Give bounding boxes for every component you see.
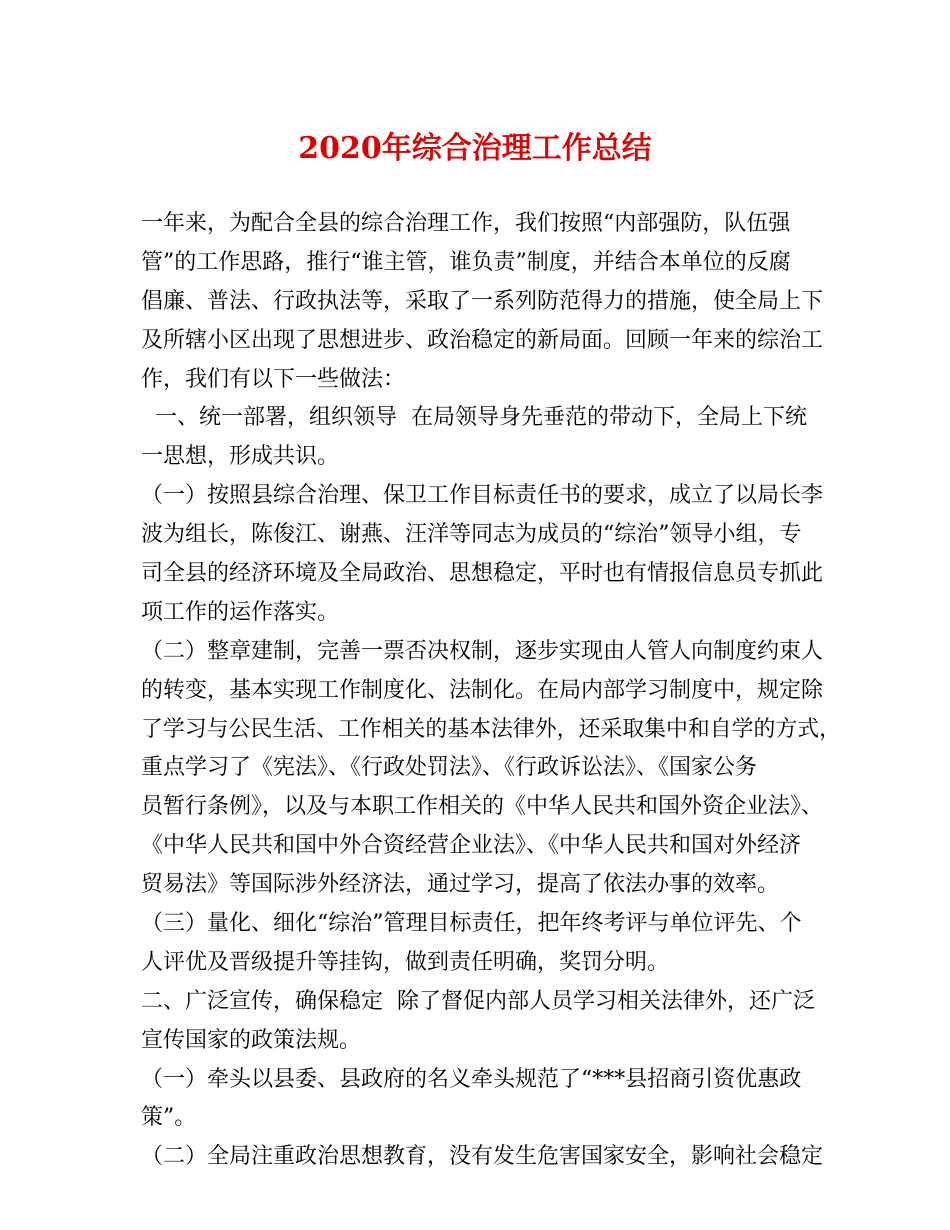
body-text-line: 策”。: [141, 1105, 197, 1131]
body-text-line: （一）牵头以县委、县政府的名义牵头规范了“***县招商引资优惠政: [141, 1066, 802, 1092]
body-text-line: 司全县的经济环境及全局政治、思想稳定，平时也有情报信息员专抓此: [141, 561, 824, 587]
body-text-line: 一、统一部署，组织领导 在局领导身先垂范的带动下，全局上下统: [141, 405, 807, 431]
body-text-line: 作，我们有以下一些做法：: [141, 366, 406, 392]
body-text-line: 重点学习了《宪法》、《行政处罚法》、《行政诉讼法》、《国家公务: [141, 755, 758, 781]
body-text-line: 项工作的运作落实。: [141, 599, 340, 625]
body-text-line: 员暂行条例》，以及与本职工作相关的《中华人民共和国外资企业法》、: [141, 794, 824, 820]
body-text-line: 二、广泛宣传，确保稳定 除了督促内部人员学习相关法律外，还广泛: [141, 988, 815, 1014]
body-text-line: （三）量化、细化“综治”管理目标责任，把年终考评与单位评先、个: [141, 911, 802, 937]
document-body: [141, 205, 842, 1177]
body-text-line: 一思想，形成共识。: [141, 444, 340, 470]
body-text-line: 人评优及晋级提升等挂钩，做到责任明确，奖罚分明。: [141, 949, 670, 975]
body-text-line: （二）整章建制，完善一票否决权制，逐步实现由人管人向制度约束人: [141, 638, 824, 664]
body-text-line: 的转变，基本实现工作制度化、法制化。在局内部学习制度中，规定除: [141, 677, 824, 703]
body-text-line: 宣传国家的政策法规。: [141, 1027, 362, 1053]
body-text-line: 贸易法》等国际涉外经济法，通过学习，提高了依法办事的效率。: [141, 872, 780, 898]
body-text-line: 波为组长，陈俊江、谢燕、汪洋等同志为成员的“综治”领导小组，专: [141, 522, 802, 548]
body-text-line: 了学习与公民生活、工作相关的基本法律外，还采取集中和自学的方式，: [141, 716, 842, 742]
body-text-line: 一年来，为配合全县的综合治理工作，我们按照“内部强防，队伍强: [141, 211, 791, 236]
body-text-line: 《中华人民共和国中外合资经营企业法》、《中华人民共和国对外经济: [141, 833, 802, 859]
body-text-line: （二）全局注重政治思想教育，没有发生危害国家安全，影响社会稳定: [141, 1144, 824, 1170]
body-text-line: （一）按照县综合治理、保卫工作目标责任书的要求，成立了以局长李: [141, 483, 824, 509]
document-title: 2020年综合治理工作总结: [298, 131, 652, 166]
body-text-line: 及所辖小区出现了思想进步、政治稳定的新局面。回顾一年来的综治工: [141, 327, 824, 353]
body-text-line: 管”的工作思路，推行“谁主管，谁负责”制度，并结合本单位的反腐: [141, 249, 791, 275]
body-text-line: 倡廉、普法、行政执法等，采取了一系列防范得力的措施，使全局上下: [141, 288, 824, 314]
